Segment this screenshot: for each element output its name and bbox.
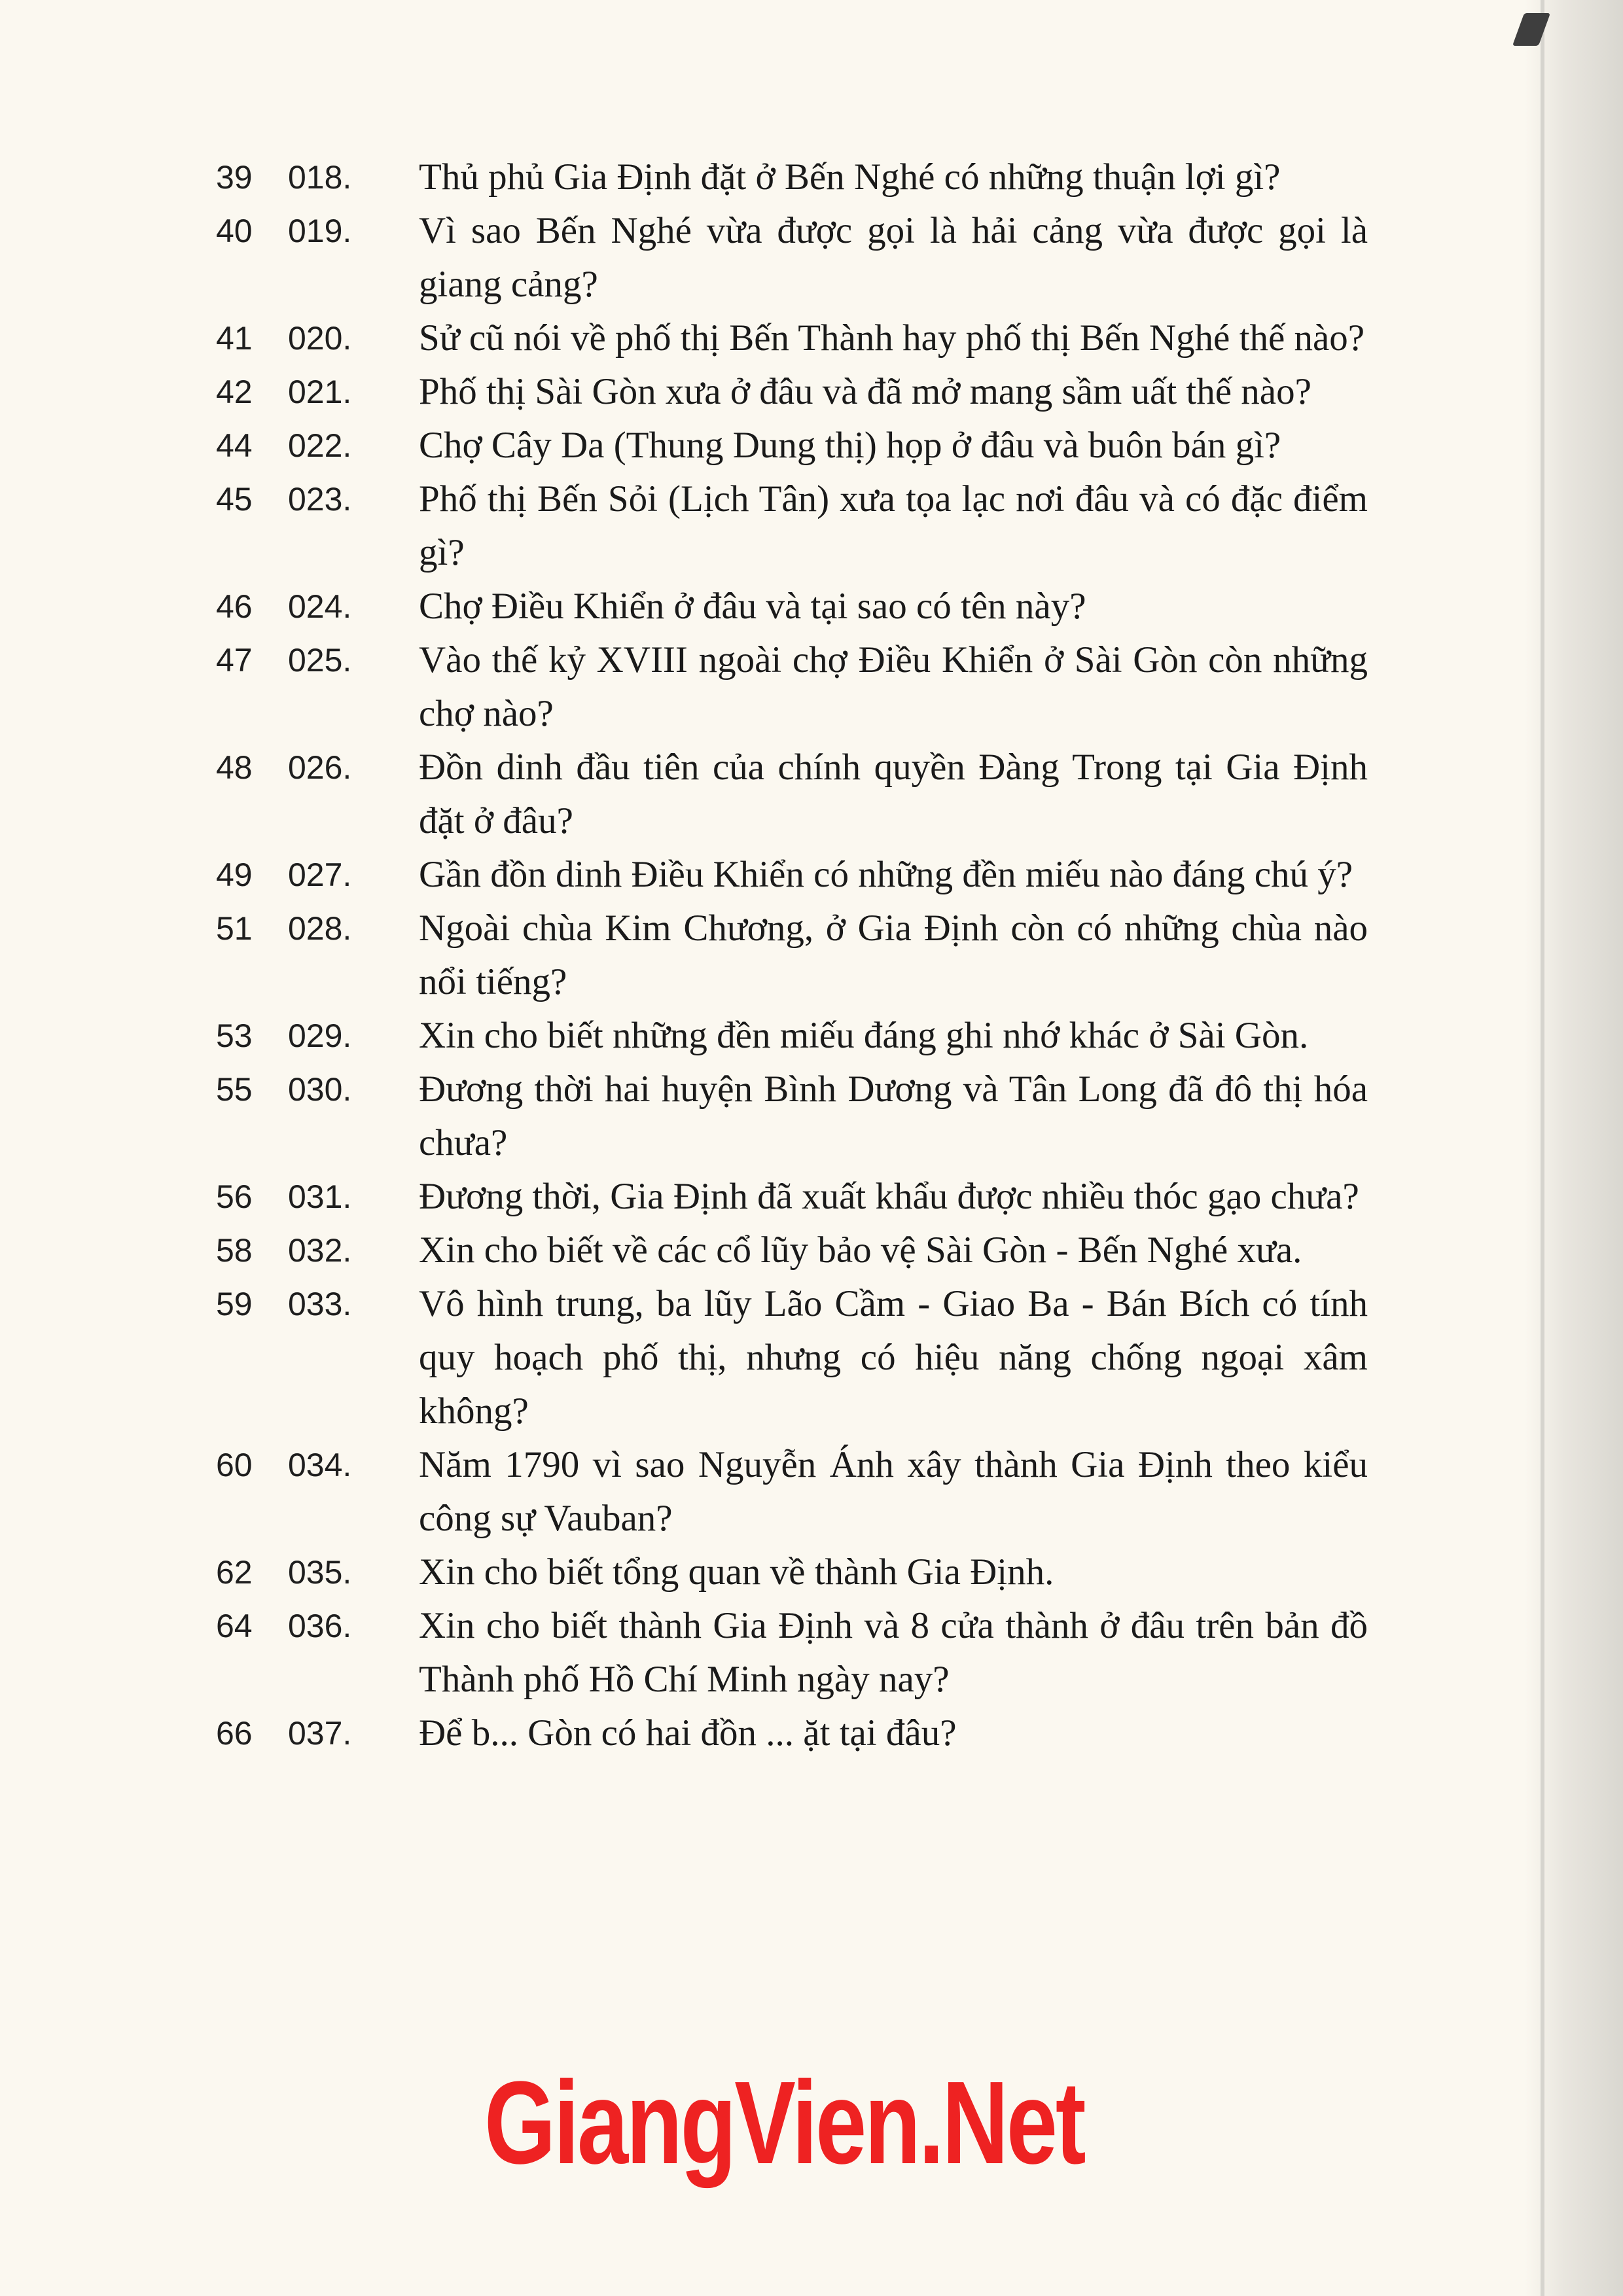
question-number: 021. <box>288 374 352 410</box>
question-number: 023. <box>288 481 352 518</box>
toc-entry <box>216 472 1368 580</box>
toc-entry <box>216 580 1368 633</box>
question-text: Đương thời hai huyện Bình Dương và Tân Long đã đô thị hóa chưa? <box>419 1069 1368 1163</box>
page-number: 44 <box>216 427 253 464</box>
question-text: Để b... Gòn có hai đồn ... ặt tại đâu? <box>419 1712 957 1754</box>
question-number: 028. <box>288 910 352 947</box>
toc-entry <box>216 741 1368 848</box>
question-number: 019. <box>288 213 352 249</box>
watermark-logo: GiangVien.Net <box>484 2057 1084 2189</box>
question-number: 024. <box>288 588 352 625</box>
toc-entry <box>216 1170 1368 1224</box>
question-text: Phố thị Sài Gòn xưa ở đâu và đã mở mang sầm uất thế nào? <box>419 371 1311 412</box>
toc-entry <box>216 1706 1368 1760</box>
question-text: Xin cho biết tổng quan về thành Gia Định. <box>419 1551 1054 1593</box>
toc-entry <box>216 419 1368 472</box>
question-text: Phố thị Bến Sỏi (Lịch Tân) xưa tọa lạc nơi đâu và có đặc điểm gì? <box>419 478 1368 573</box>
toc-entry <box>216 1438 1368 1545</box>
question-number: 027. <box>288 857 352 893</box>
question-number: 020. <box>288 320 352 357</box>
page-number: 58 <box>216 1232 253 1269</box>
question-number: 026. <box>288 749 352 786</box>
question-text: Năm 1790 vì sao Nguyễn Ánh xây thành Gia Định theo kiểu công sự Vauban? <box>419 1444 1368 1539</box>
question-number: 031. <box>288 1178 352 1215</box>
page-number: 56 <box>216 1178 253 1215</box>
question-number: 035. <box>288 1554 352 1591</box>
question-number: 022. <box>288 427 352 464</box>
table-of-contents <box>216 150 1368 1760</box>
toc-entry <box>216 204 1368 311</box>
toc-entry <box>216 1277 1368 1438</box>
question-number: 032. <box>288 1232 352 1269</box>
question-number: 037. <box>288 1715 352 1752</box>
toc-entry <box>216 1599 1368 1706</box>
question-text: Đương thời, Gia Định đã xuất khẩu được nhiều thóc gạo chưa? <box>419 1176 1359 1217</box>
question-text: Chợ Điều Khiển ở đâu và tại sao có tên này? <box>419 586 1086 627</box>
question-number: 034. <box>288 1447 352 1483</box>
question-number: 025. <box>288 642 352 679</box>
page-edge-line <box>1541 0 1544 2296</box>
question-text: Xin cho biết về các cổ lũy bảo vệ Sài Gòn - Bến Nghé xưa. <box>419 1229 1302 1271</box>
page-number: 60 <box>216 1447 253 1483</box>
page-number: 51 <box>216 910 253 947</box>
question-number: 033. <box>288 1286 352 1322</box>
page-number: 48 <box>216 749 253 786</box>
question-text: Thủ phủ Gia Định đặt ở Bến Nghé có những thuận lợi gì? <box>419 156 1281 198</box>
toc-entry <box>216 1224 1368 1277</box>
page-number: 46 <box>216 588 253 625</box>
question-number: 036. <box>288 1608 352 1644</box>
toc-entry <box>216 150 1368 204</box>
question-text: Ngoài chùa Kim Chương, ở Gia Định còn có những chùa nào nổi tiếng? <box>419 908 1368 1002</box>
question-text: Sử cũ nói về phố thị Bến Thành hay phố thị Bến Nghé thế nào? <box>419 317 1365 359</box>
question-text: Đồn dinh đầu tiên của chính quyền Đàng Trong tại Gia Định đặt ở đâu? <box>419 747 1368 841</box>
toc-entry <box>216 848 1368 902</box>
question-text: Vào thế kỷ XVIII ngoài chợ Điều Khiển ở Sài Gòn còn những chợ nào? <box>419 639 1368 734</box>
question-text: Gần đồn dinh Điều Khiển có những đền miếu nào đáng chú ý? <box>419 854 1353 895</box>
page-number: 45 <box>216 481 253 518</box>
page-number: 62 <box>216 1554 253 1591</box>
page-number: 47 <box>216 642 253 679</box>
question-text: Vô hình trung, ba lũy Lão Cầm - Giao Ba - Bán Bích có tính quy hoạch phố thị, nhưng có hiệu năng chống ngoại xâm không? <box>419 1283 1368 1432</box>
page-edge-shadow <box>1525 0 1623 2296</box>
question-number: 018. <box>288 159 352 196</box>
page-number: 42 <box>216 374 253 410</box>
page-number: 66 <box>216 1715 253 1752</box>
question-text: Vì sao Bến Nghé vừa được gọi là hải cảng vừa được gọi là giang cảng? <box>419 210 1368 305</box>
page-number: 53 <box>216 1017 253 1054</box>
toc-entry <box>216 1545 1368 1599</box>
page-number: 41 <box>216 320 253 357</box>
page-number: 59 <box>216 1286 253 1322</box>
page-number: 55 <box>216 1071 253 1108</box>
question-number: 029. <box>288 1017 352 1054</box>
question-text: Xin cho biết những đền miếu đáng ghi nhớ khác ở Sài Gòn. <box>419 1015 1309 1056</box>
page-number: 40 <box>216 213 253 249</box>
toc-entry <box>216 1009 1368 1063</box>
page-number: 64 <box>216 1608 253 1644</box>
page-number: 49 <box>216 857 253 893</box>
question-text: Chợ Cây Da (Thung Dung thị) họp ở đâu và buôn bán gì? <box>419 425 1281 466</box>
toc-entry <box>216 633 1368 741</box>
question-number: 030. <box>288 1071 352 1108</box>
page-number: 39 <box>216 159 253 196</box>
toc-entry <box>216 902 1368 1009</box>
toc-entry <box>216 311 1368 365</box>
question-text: Xin cho biết thành Gia Định và 8 cửa thành ở đâu trên bản đồ Thành phố Hồ Chí Minh ngày nay? <box>419 1605 1368 1700</box>
toc-entry <box>216 365 1368 419</box>
toc-entry <box>216 1063 1368 1170</box>
